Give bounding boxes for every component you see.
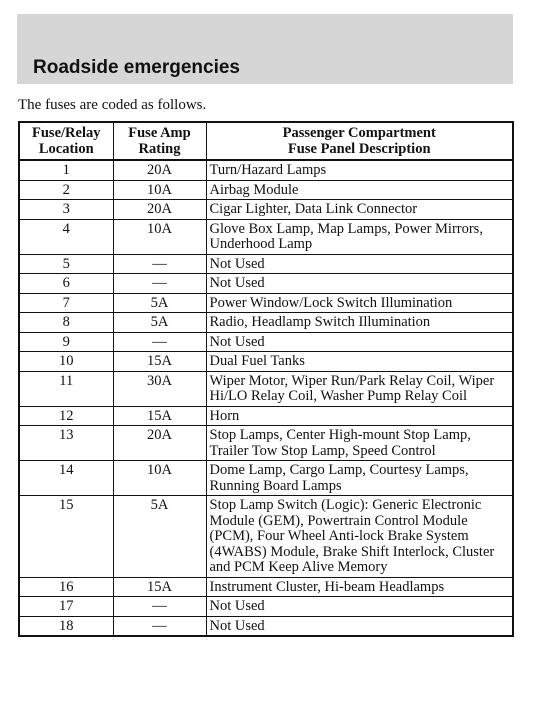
- table-row: [19, 293, 513, 313]
- fuse-description-cell: Airbag Module: [206, 180, 513, 200]
- fuse-description-cell: Dual Fuel Tanks: [206, 352, 513, 372]
- fuse-rating-cell: —: [113, 616, 206, 636]
- fuse-location-cell: 15: [19, 496, 113, 578]
- fuse-description-cell: Not Used: [206, 616, 513, 636]
- table-row: [19, 180, 513, 200]
- fuse-description-cell: Cigar Lighter, Data Link Connector: [206, 200, 513, 220]
- fuse-location-cell: 9: [19, 332, 113, 352]
- fuse-description-cell: Radio, Headlamp Switch Illumination: [206, 313, 513, 333]
- fuse-rating-cell: 20A: [113, 200, 206, 220]
- fuse-rating-cell: 5A: [113, 496, 206, 578]
- column-header-location: [19, 122, 113, 160]
- fuse-location-cell: 11: [19, 371, 113, 406]
- fuse-description-cell: Glove Box Lamp, Map Lamps, Power Mirrors, Underhood Lamp: [206, 219, 513, 254]
- section-title: Roadside emergencies: [33, 57, 240, 78]
- fuse-rating-cell: 20A: [113, 160, 206, 180]
- fuse-description-cell: Turn/Hazard Lamps: [206, 160, 513, 180]
- fuse-location-cell: 18: [19, 616, 113, 636]
- table-row: [19, 406, 513, 426]
- fuse-location-cell: 6: [19, 274, 113, 294]
- fuse-description-cell: Horn: [206, 406, 513, 426]
- fuse-rating-cell: —: [113, 274, 206, 294]
- fuse-description-cell: Not Used: [206, 254, 513, 274]
- fuse-description-cell: Power Window/Lock Switch Illumination: [206, 293, 513, 313]
- table-row: [19, 352, 513, 372]
- column-header-line: Location: [38, 141, 94, 157]
- table-row: [19, 219, 513, 254]
- fuse-rating-cell: 10A: [113, 180, 206, 200]
- table-row: [19, 371, 513, 406]
- fuse-description-cell: Not Used: [206, 332, 513, 352]
- fuse-location-cell: 13: [19, 426, 113, 461]
- fuse-rating-cell: 10A: [113, 219, 206, 254]
- fuse-description-cell: Stop Lamps, Center High-mount Stop Lamp, Trailer Tow Stop Lamp, Speed Control: [206, 426, 513, 461]
- table-row: [19, 461, 513, 496]
- fuse-description-cell: Instrument Cluster, Hi-beam Headlamps: [206, 577, 513, 597]
- fuse-location-cell: 5: [19, 254, 113, 274]
- fuse-rating-cell: —: [113, 254, 206, 274]
- table-row: [19, 597, 513, 617]
- fuse-location-cell: 10: [19, 352, 113, 372]
- table-row: [19, 313, 513, 333]
- fuse-rating-cell: 15A: [113, 577, 206, 597]
- table-row: [19, 254, 513, 274]
- table-row: [19, 274, 513, 294]
- fuse-rating-cell: 10A: [113, 461, 206, 496]
- section-banner: [17, 14, 513, 84]
- column-header-line: Rating: [138, 141, 181, 157]
- table-row: [19, 616, 513, 636]
- table-row: [19, 426, 513, 461]
- fuse-location-cell: 1: [19, 160, 113, 180]
- fuse-location-cell: 16: [19, 577, 113, 597]
- column-header-rating: [113, 122, 206, 160]
- intro-text: The fuses are coded as follows.: [18, 97, 207, 113]
- fuse-rating-cell: 15A: [113, 406, 206, 426]
- fuse-description-cell: Wiper Motor, Wiper Run/Park Relay Coil, Wiper Hi/LO Relay Coil, Washer Pump Relay Coil: [206, 371, 513, 406]
- fuse-rating-cell: 20A: [113, 426, 206, 461]
- fuse-rating-cell: —: [113, 597, 206, 617]
- fuse-location-cell: 12: [19, 406, 113, 426]
- fuse-description-cell: Not Used: [206, 274, 513, 294]
- fuse-location-cell: 4: [19, 219, 113, 254]
- fuse-description-cell: Not Used: [206, 597, 513, 617]
- table-row: [19, 200, 513, 220]
- table-row: [19, 160, 513, 180]
- column-header-line: Fuse/Relay: [32, 125, 101, 141]
- fuse-location-cell: 7: [19, 293, 113, 313]
- fuse-rating-cell: 5A: [113, 293, 206, 313]
- column-header-description: [206, 122, 513, 160]
- fuse-rating-cell: —: [113, 332, 206, 352]
- fuse-table: [18, 121, 514, 637]
- fuse-location-cell: 3: [19, 200, 113, 220]
- fuse-location-cell: 17: [19, 597, 113, 617]
- fuse-location-cell: 8: [19, 313, 113, 333]
- fuse-rating-cell: 5A: [113, 313, 206, 333]
- column-header-line: Passenger Compartment: [282, 125, 436, 141]
- table-row: [19, 496, 513, 578]
- table-row: [19, 577, 513, 597]
- fuse-description-cell: Dome Lamp, Cargo Lamp, Courtesy Lamps, Running Board Lamps: [206, 461, 513, 496]
- table-header-row: [19, 122, 513, 160]
- fuse-rating-cell: 15A: [113, 352, 206, 372]
- table-row: [19, 332, 513, 352]
- fuse-location-cell: 14: [19, 461, 113, 496]
- column-header-line: Fuse Panel Description: [287, 141, 431, 157]
- table-body: [19, 160, 513, 636]
- fuse-rating-cell: 30A: [113, 371, 206, 406]
- fuse-description-cell: Stop Lamp Switch (Logic): Generic Electronic Module (GEM), Powertrain Control Module (PCM), Four Wheel Anti-lock Brake System (4WABS) Module, Brake Shift Interlock, Cluster and PCM Keep Alive Memory: [206, 496, 513, 578]
- fuse-location-cell: 2: [19, 180, 113, 200]
- column-header-line: Fuse Amp: [128, 125, 191, 141]
